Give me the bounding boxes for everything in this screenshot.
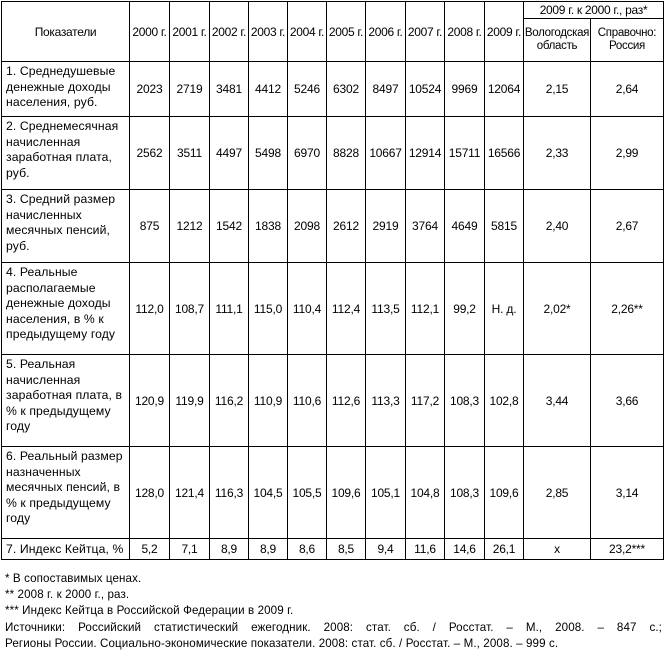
footnote: *** Индекс Кейтца в Российской Федерации в 2009 г.	[5, 604, 294, 618]
value-cell: 1838	[249, 190, 288, 263]
value-cell: 113,5	[366, 263, 406, 355]
value-cell: 112,6	[327, 355, 366, 447]
region-ratio-cell: 2,40	[524, 190, 591, 263]
value-cell: 5,2	[130, 539, 170, 560]
header-year: 2006 г.	[366, 2, 406, 62]
header-year: 2000 г.	[130, 2, 170, 62]
value-cell: 8828	[327, 117, 366, 190]
statistics-table	[1, 1, 664, 560]
region-ratio-cell: 2,15	[524, 62, 591, 117]
russia-ratio-cell: 3,66	[591, 355, 664, 447]
value-cell: 2612	[327, 190, 366, 263]
value-cell: 110,4	[288, 263, 327, 355]
source-note: Источники: Российский статистический ежегодник. 2008: стат. сб. / Росстат. – М., 2008. – 847 с.;	[5, 620, 662, 634]
row-label: 1. Среднедушевые денежные доходы населения, руб.	[2, 62, 130, 117]
header-indicators: Показатели	[2, 2, 130, 62]
table-row	[2, 263, 664, 355]
value-cell: 116,3	[210, 447, 249, 539]
value-cell: 109,6	[327, 447, 366, 539]
value-cell: 12064	[485, 62, 524, 117]
value-cell: 16566	[485, 117, 524, 190]
value-cell: 14,6	[445, 539, 485, 560]
value-cell: 3764	[406, 190, 445, 263]
header-year: 2005 г.	[327, 2, 366, 62]
row-label: 2. Среднемесячная начисленная заработная плата, руб.	[2, 117, 130, 190]
row-label: 3. Средний размер начисленных месячных пенсий, руб.	[2, 190, 130, 263]
header-year: 2003 г.	[249, 2, 288, 62]
header-year: 2002 г.	[210, 2, 249, 62]
header-region: Вологодская область	[524, 19, 591, 62]
russia-ratio-cell: 23,2***	[591, 539, 664, 560]
value-cell: 119,9	[170, 355, 210, 447]
value-cell: 3511	[170, 117, 210, 190]
value-cell: 10667	[366, 117, 406, 190]
source-note: Регионы России. Социально-экономические показатели. 2008: стат. сб. / Росстат. – М., 2008. – 999 с.	[5, 636, 559, 650]
value-cell: 112,4	[327, 263, 366, 355]
value-cell: 4649	[445, 190, 485, 263]
value-cell: 10524	[406, 62, 445, 117]
value-cell: 15711	[445, 117, 485, 190]
value-cell: 26,1	[485, 539, 524, 560]
document	[1, 1, 663, 652]
header-year: 2009 г.	[485, 2, 524, 62]
value-cell: 112,0	[130, 263, 170, 355]
value-cell: 2023	[130, 62, 170, 117]
value-cell: 5246	[288, 62, 327, 117]
value-cell: 5498	[249, 117, 288, 190]
value-cell: 4412	[249, 62, 288, 117]
value-cell: 108,7	[170, 263, 210, 355]
value-cell: 8,6	[288, 539, 327, 560]
value-cell: 1542	[210, 190, 249, 263]
value-cell: 2719	[170, 62, 210, 117]
value-cell: 112,1	[406, 263, 445, 355]
value-cell: 110,9	[249, 355, 288, 447]
value-cell: 120,9	[130, 355, 170, 447]
table-row	[2, 447, 664, 539]
region-ratio-cell: 2,02*	[524, 263, 591, 355]
value-cell: 8497	[366, 62, 406, 117]
russia-ratio-cell: 2,64	[591, 62, 664, 117]
region-ratio-cell: 3,44	[524, 355, 591, 447]
value-cell: Н. д.	[485, 263, 524, 355]
value-cell: 8,9	[210, 539, 249, 560]
value-cell: 7,1	[170, 539, 210, 560]
value-cell: 8,5	[327, 539, 366, 560]
row-label: 6. Реальный размер назначенных месячных пенсий, в % к предыдущему году	[2, 447, 130, 539]
value-cell: 5815	[485, 190, 524, 263]
value-cell: 113,3	[366, 355, 406, 447]
value-cell: 4497	[210, 117, 249, 190]
russia-ratio-cell: 2,67	[591, 190, 664, 263]
table-row	[2, 355, 664, 447]
region-ratio-cell: 2,33	[524, 117, 591, 190]
footnote: * В сопоставимых ценах.	[5, 572, 142, 585]
header-russia: Справочно: Россия	[591, 19, 664, 62]
value-cell: 102,8	[485, 355, 524, 447]
value-cell: 8,9	[249, 539, 288, 560]
row-label: 5. Реальная начисленная заработная плата, в % к предыдущему году	[2, 355, 130, 447]
value-cell: 105,1	[366, 447, 406, 539]
header-ratio-group: 2009 г. к 2000 г., раз*	[524, 2, 664, 19]
value-cell: 116,2	[210, 355, 249, 447]
region-ratio-cell: 2,85	[524, 447, 591, 539]
value-cell: 2919	[366, 190, 406, 263]
row-label: 7. Индекс Кейтца, %	[2, 539, 130, 560]
header-year: 2004 г.	[288, 2, 327, 62]
value-cell: 1212	[170, 190, 210, 263]
value-cell: 6302	[327, 62, 366, 117]
value-cell: 109,6	[485, 447, 524, 539]
table-row	[2, 62, 664, 117]
header-year: 2008 г.	[445, 2, 485, 62]
region-ratio-cell: х	[524, 539, 591, 560]
table-row	[2, 539, 664, 560]
value-cell: 875	[130, 190, 170, 263]
table-row	[2, 117, 664, 190]
table-body	[2, 62, 664, 560]
header-year: 2007 г.	[406, 2, 445, 62]
russia-ratio-cell: 2,99	[591, 117, 664, 190]
value-cell: 105,5	[288, 447, 327, 539]
value-cell: 2098	[288, 190, 327, 263]
russia-ratio-cell: 3,14	[591, 447, 664, 539]
value-cell: 9969	[445, 62, 485, 117]
value-cell: 110,6	[288, 355, 327, 447]
value-cell: 6970	[288, 117, 327, 190]
russia-ratio-cell: 2,26**	[591, 263, 664, 355]
value-cell: 12914	[406, 117, 445, 190]
value-cell: 3481	[210, 62, 249, 117]
value-cell: 104,5	[249, 447, 288, 539]
value-cell: 108,3	[445, 355, 485, 447]
value-cell: 128,0	[130, 447, 170, 539]
row-label: 4. Реальные располагаемые денежные доходы населения, в % к предыдущему году	[2, 263, 130, 355]
value-cell: 2562	[130, 117, 170, 190]
value-cell: 121,4	[170, 447, 210, 539]
value-cell: 108,3	[445, 447, 485, 539]
footnotes	[1, 571, 663, 652]
table-row	[2, 190, 664, 263]
value-cell: 117,2	[406, 355, 445, 447]
value-cell: 9,4	[366, 539, 406, 560]
header-year: 2001 г.	[170, 2, 210, 62]
value-cell: 115,0	[249, 263, 288, 355]
value-cell: 111,1	[210, 263, 249, 355]
value-cell: 99,2	[445, 263, 485, 355]
footnote: ** 2008 г. к 2000 г., раз.	[5, 588, 130, 602]
value-cell: 104,8	[406, 447, 445, 539]
value-cell: 11,6	[406, 539, 445, 560]
